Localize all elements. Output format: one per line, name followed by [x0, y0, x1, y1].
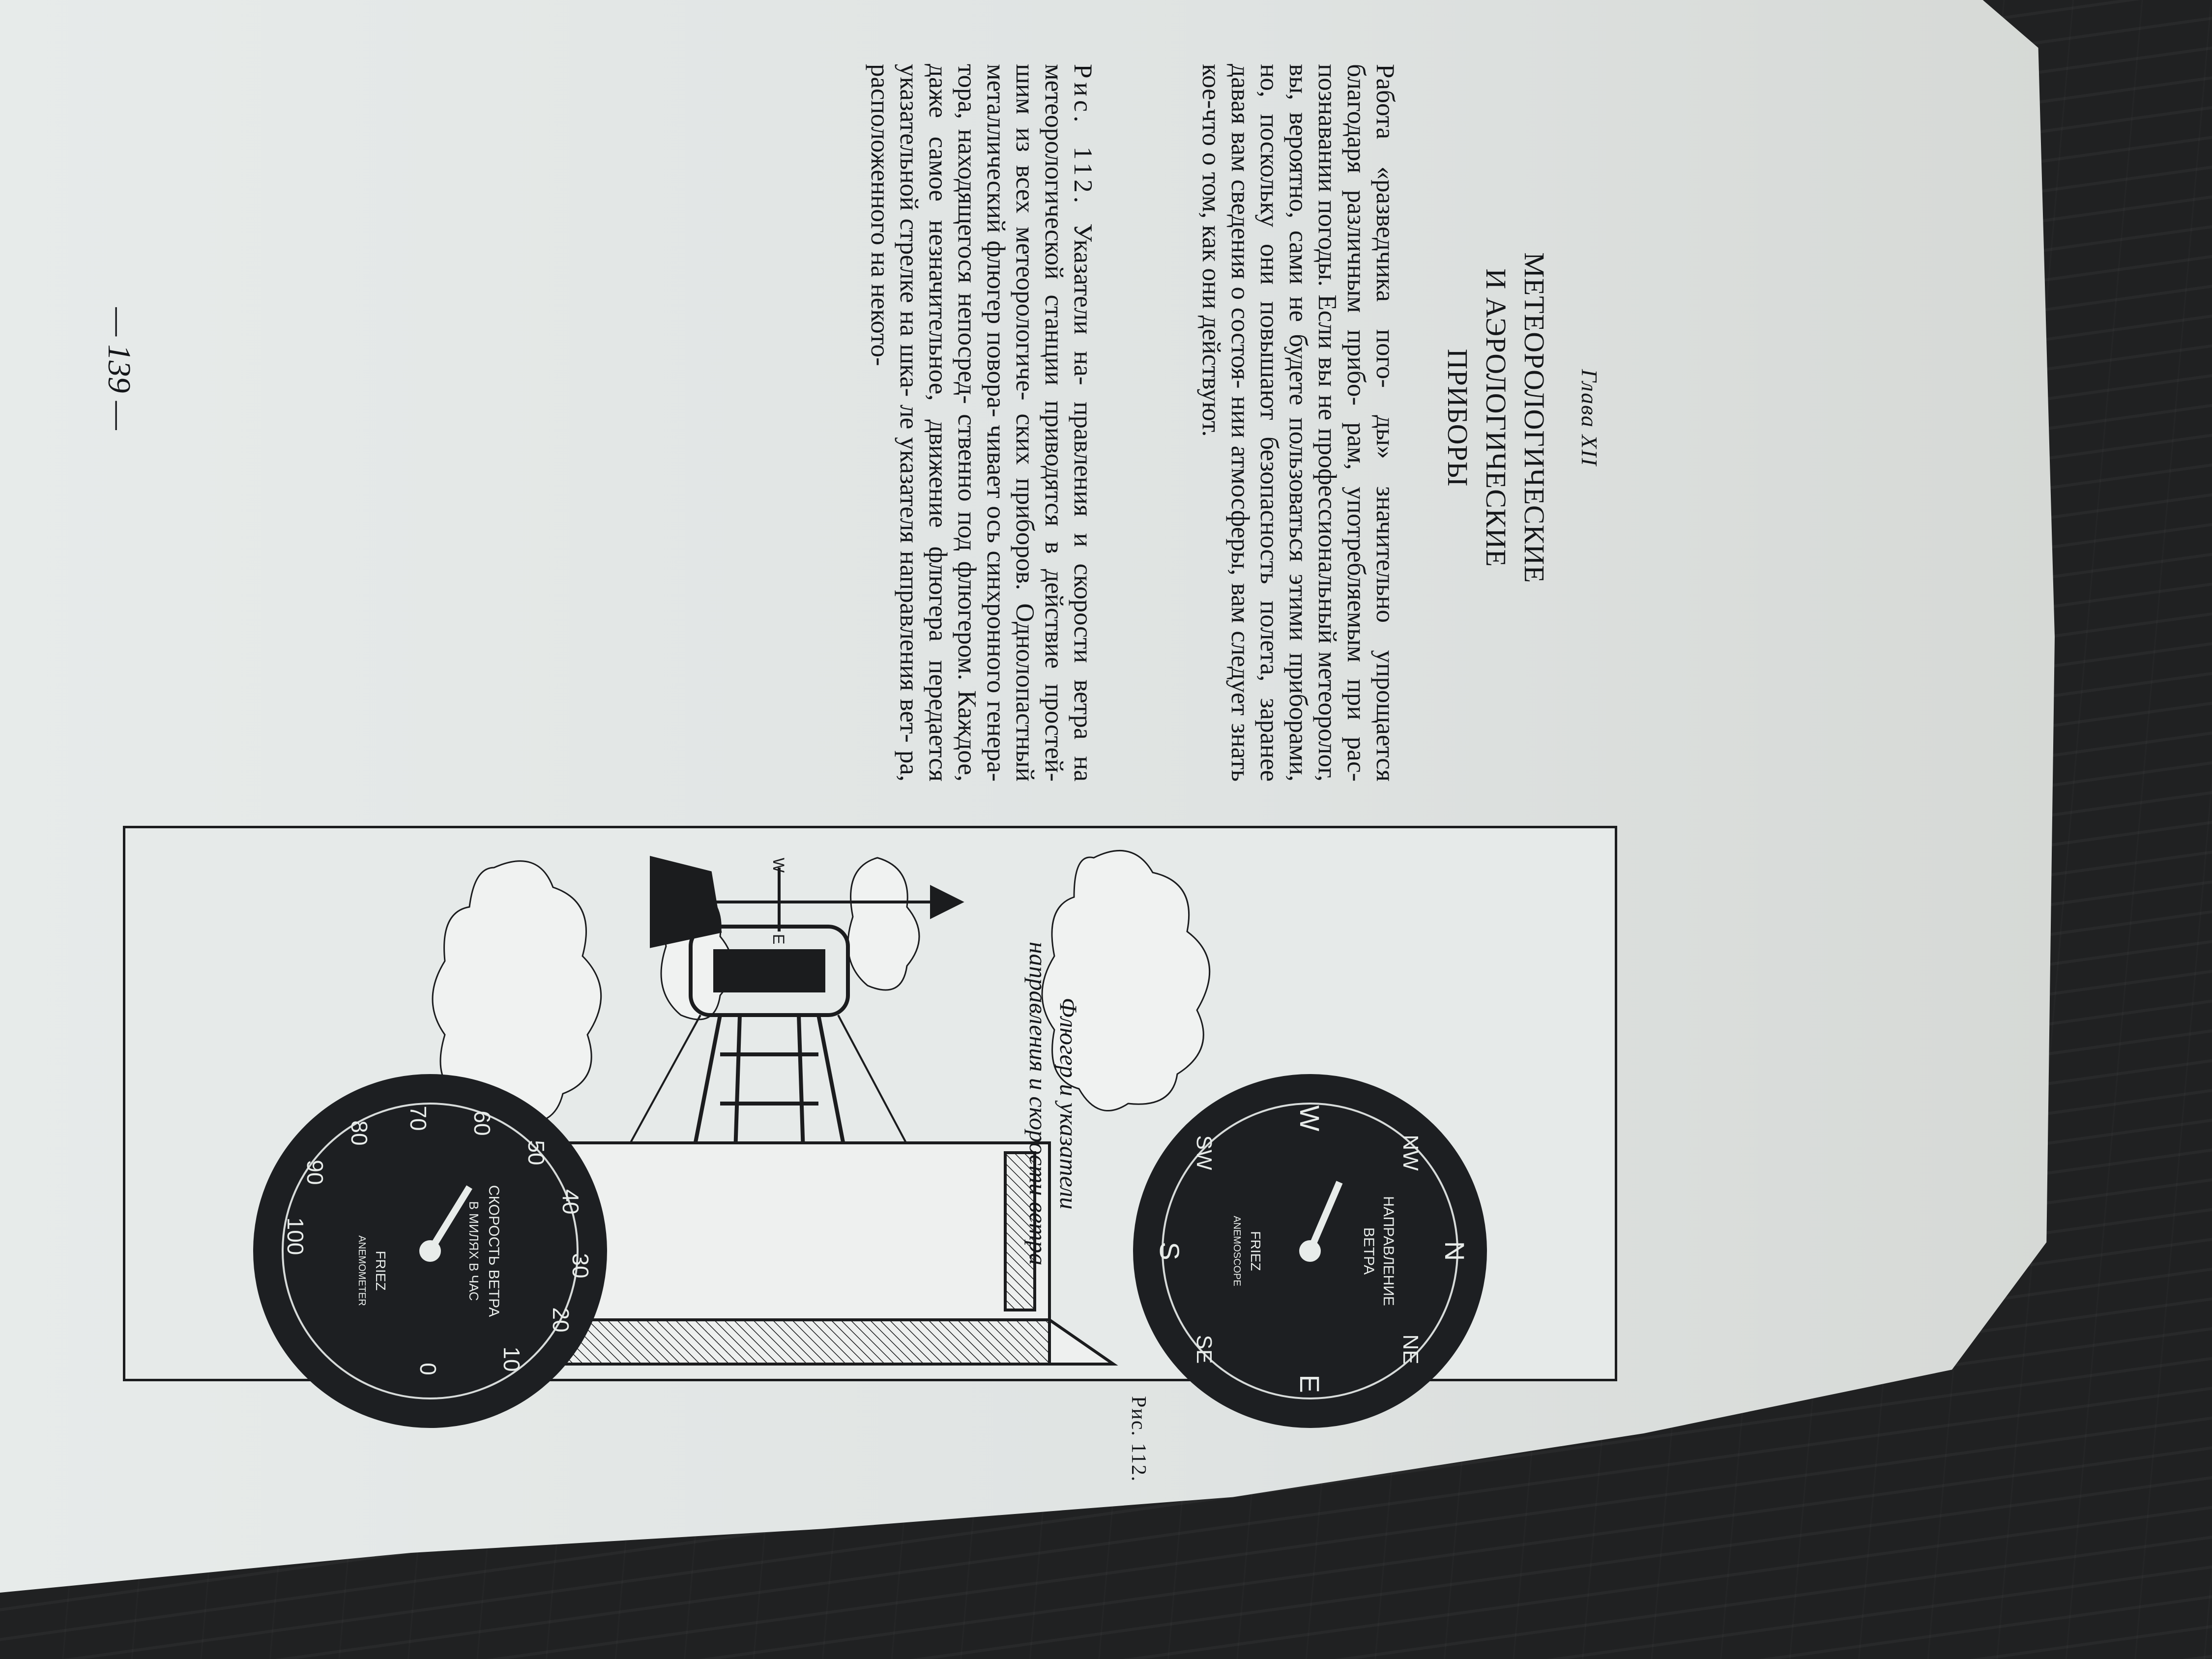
direction-dial-subtitle: ANEMOSCOPE: [1231, 1216, 1242, 1286]
speed-tick-30: 30: [568, 1253, 593, 1279]
chapter-heading: [1438, 98, 1553, 737]
heading-line-3: ПРИБОРЫ: [1442, 349, 1474, 487]
heading-line-2: И АЭРОЛОГИЧЕСКИЕ: [1480, 268, 1512, 567]
dial-point-se: SE: [1192, 1335, 1216, 1364]
figure-caption: [1023, 828, 1084, 1379]
vane-letter-east: E: [770, 934, 787, 945]
paragraph-intro-text: Работа «разведчика пого- ды» значительно упрощается благодаря различным прибо- рам, употребляемым при рас- познавании погоды. Если вы не профессиональный метеоролог, вы, вероятно, сами не будете пользоваться этими приборами, но, поскольку они повышают безопасность полета, заранее давая вам сведения о состоя- нии атмосферы, вам следует знать кое-что о том, как они действуют.: [1197, 64, 1399, 782]
speed-tick-0: 0: [415, 1363, 441, 1375]
dial-point-n: N: [1439, 1241, 1470, 1261]
paragraph-figure-text: Указатели на- правления и скорости ветра на метеорологической станции приводятся в действие простей- шим из всех метеорологиче- ских приборов. Однолопастный металлический флюгер повора- чивает ось синхронного генера- тора, находящегося непосред- ственно под флюгером. Каждое, даже самое незначительное, движение флюгера передается указательной стрелке на шка- ле указателя направления вет- ра, расположенного на некото-: [866, 64, 1097, 782]
speed-tick-40: 40: [558, 1189, 583, 1215]
dial-point-sw: SW: [1192, 1135, 1216, 1170]
figure-caption-line-1: Флюгер и указатели: [1055, 997, 1082, 1210]
speed-tick-80: 80: [347, 1120, 372, 1146]
dial-point-w: W: [1294, 1105, 1325, 1132]
heading-line-1: МЕТЕОРОЛОГИЧЕСКИЕ: [1518, 252, 1550, 583]
direction-dial-title-1: НАПРАВЛЕНИЕ: [1380, 1196, 1397, 1306]
paragraph-figure-description: [865, 64, 1097, 782]
page-content: [69, 0, 2035, 1524]
page-number: — 139 —: [101, 307, 137, 430]
dial-point-s: S: [1154, 1242, 1185, 1260]
speed-dial-title-2: В МИЛЯХ В ЧАС: [466, 1201, 481, 1301]
figure-caption-line-2: направления и скорости ветра: [1024, 941, 1052, 1266]
speed-tick-60: 60: [469, 1110, 495, 1136]
direction-dial-title-2: ВЕТРА: [1361, 1227, 1377, 1275]
speed-tick-100: 100: [283, 1217, 308, 1255]
chapter-label: Глава XII: [1577, 369, 1602, 467]
speed-dial-subtitle: ANEMOMETER: [356, 1235, 367, 1306]
dial-point-ne: NE: [1398, 1334, 1423, 1365]
vane-letter-west: W: [770, 858, 787, 873]
figure-drawing: [125, 828, 1615, 1393]
figure-reference: Рис. 112.: [1069, 64, 1097, 207]
speed-tick-90: 90: [302, 1160, 328, 1185]
figure-label: Рис. 112.: [1127, 1396, 1150, 1483]
dial-point-e: E: [1294, 1374, 1325, 1393]
direction-dial-brand: FRIEZ: [1248, 1231, 1263, 1271]
dial-point-nw: NW: [1398, 1135, 1423, 1171]
speed-tick-10: 10: [499, 1346, 524, 1372]
speed-tick-20: 20: [548, 1307, 574, 1333]
paragraph-intro: [1196, 64, 1399, 782]
figure-illustration: [123, 826, 1617, 1393]
speed-dial-title-1: СКОРОСТЬ ВЕТРА: [486, 1185, 502, 1317]
speed-tick-70: 70: [406, 1106, 431, 1131]
speed-dial-brand: FRIEZ: [373, 1251, 388, 1291]
speed-tick-50: 50: [524, 1140, 549, 1165]
